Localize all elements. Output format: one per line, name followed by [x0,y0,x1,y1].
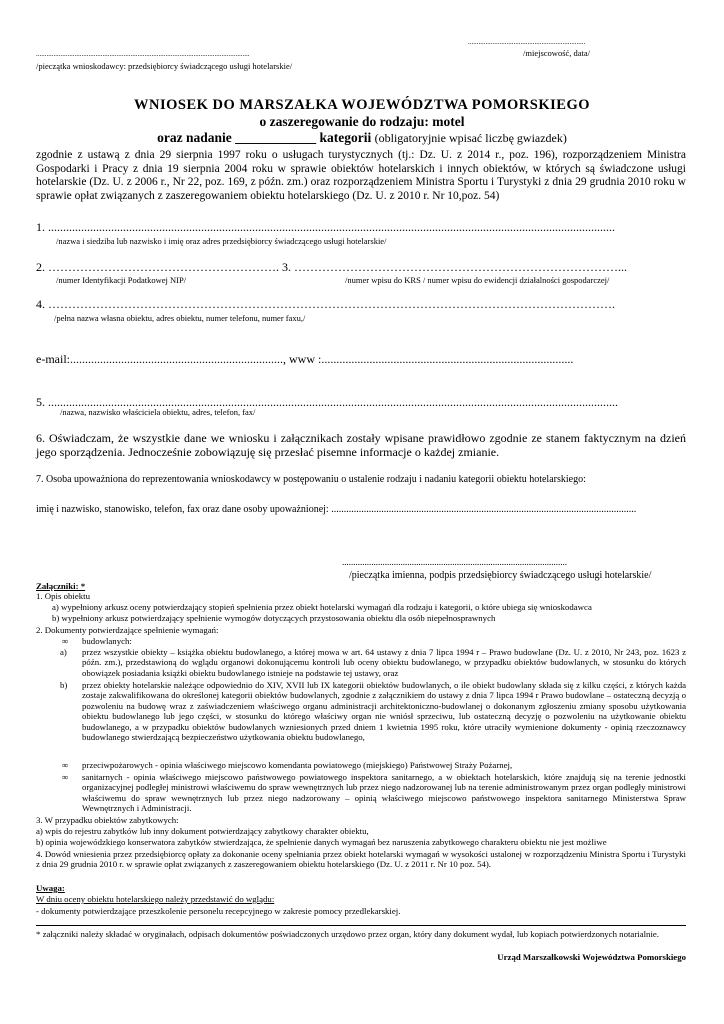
notes-heading: Uwaga: [36,883,65,893]
field-5-caption: /nazwa, nazwisko właściciela obiektu, adres, telefon, fax/ [60,407,256,417]
bullet-icon: ∞ [62,636,69,646]
field-5-owner[interactable]: 5. .............................................................................................................................................................................................. [36,395,618,409]
attachment-3b: b) opinia wojewódzkiego konserwatora zabytków stwierdzająca, że spełnienie danych wymagań bez naruszenia zabytkowego charakteru obiektu nie jest możliwe [36,837,607,847]
form-subtitle: o zaszeregowanie do rodzaju: motel [259,114,465,129]
attachment-1a: a) wypełniony arkusz oceny potwierdzający stopień spełnienia przez obiekt hotelarski wymagań dla rodzaju i kategorii, o które ubiega się wnioskodawca [52,602,592,612]
attachment-2b: przez obiekty hotelarskie należące odpowiednio do XIV, XVII lub IX kategorii obiektów budowlanych, o ile obiekt budowlany składa się z kilku części, z których każda zostaje zakwalifikowana do określonej kategorii obiektów budowlanych, zgodnie z załącznikiem do ustawy z dnia 7 lipca 1994 r Prawo budowlane – ostateczną decyzją o pozwoleniu na budowę wraz z zaświadczeniem właściwego organu administracji architektoniczno-budowlanej o dokonanym zgłoszeniu zmiany sposobu użytkowania obiektu budowlanego lub jego części, w stosunku do którego właściwy organ nie wniósł sprzeciwu, lub ostateczną decyzję o pozwoleniu na użytkowanie obiektu budowlanego, a w przypadku obiektów budowlanych wzniesionych przed dniem 1 kwietnia 1995 roku, które utraciły wymienione dokumenty - opinią rzeczoznawcy budowlanego stwierdzającą bezpieczeństwo użytkowania obiektu budowlanego, [82,680,686,743]
signature-caption: /pieczątka imienna, podpis przedsiębiorcy świadczącego usługi hotelarskie/ [349,570,652,581]
field-2-3-line[interactable]: 2. …………………………………………………. 3. ………………………………………………………………………... [36,260,627,274]
footer-office: Urząd Marszałkowski Województwa Pomorskiego [497,952,686,962]
attachment-1: 1. Opis obiektu [36,591,91,601]
legal-basis: zgodnie z ustawą z dnia 29 sierpnia 1997 roku o usługach turystycznych (tj.: Dz. U. z 2014 r., poz. 196), rozporządzeniem Ministra Gospodarki i Pracy z dnia 19 sierpnia 2004 roku w sprawie obiektów hotelarskich i innych obiektów, w których są świadczone usługi hotelarskie (Dz. U. z 2006 r., Nr 22, poz. 169, z późn. zm.) oraz rozporządzeniem Ministra Sportu i Turystyki z dnia 29 grudnia 2010 roku w sprawie opłat związanych z zaszeregowaniem obiektu hotelarskiego (Dz. U. z 2010 r. Nr 10,poz. 54) [36,149,686,202]
attachment-2b-label: b) [60,680,68,690]
notes-line-2: - dokumenty potwierdzające przeszkolenie personelu recepcyjnego w zakresie pomocy przedlekarskiej. [36,906,401,916]
category-prefix: oraz nadanie [157,130,232,145]
field-2-caption: /numer Identyfikacji Podatkowej NIP/ [56,275,187,285]
category-blank[interactable]: ____________ [235,130,317,145]
category-line [0,130,724,146]
declaration: 6. Oświadczam, że wszystkie dane we wniosku i załącznikach zostały wpisane prawidłowo zgodnie ze stanem faktycznym na dzień jego sporządzenia. Jednocześnie zobowiązuję się przesłać pisemne informacje o każdej zmianie. [36,431,686,459]
attachment-3a: a) wpis do rejestru zabytków lub inny dokument potwierdzający zabytkowy charakter obiektu, [36,826,369,836]
attachment-2-fire: przeciwpożarowych - opinia właściwego miejscowo komendanta powiatowego (miejskiego) Państwowej Straży Pożarnej, [82,760,513,770]
attachment-2a: przez wszystkie obiekty – książka obiektu budowlanego, a której mowa w art. 64 ustawy z dnia 7 lipca 1994 r – Prawo budowlane (Dz. U. z 2010, Nr 243, poz. 1623 z późn. zm.), przedstawioną do wglądu organowi dokonującemu kontroli lub oceny obiektu budowlanego, w przypadku obiektów budowlanych, w stosunku do których obowiązek posiadania książki obiektu budowlanego istnieje na podstawie tej ustawy, oraz [82,647,686,678]
date-dots[interactable]: ................................................................... [468,38,586,46]
category-note: (obligatoryjnie wpisać liczbę gwiazdek) [374,131,567,145]
attachment-4: 4. Dowód wniesienia przez przedsiębiorcę opłaty za dokonanie oceny spełniania przez obiekt hotelarski wymagań w wysokości ustalonej w rozporządzeniu Ministra Sportu i Turystyki z dnia 29 grudnia 2010 r. w sprawie opłat związanych z zaszeregowaniem obiektu hotelarskiego (Dz. U. z 2011 r. Nr 10 poz. 54). [36,849,686,870]
attachment-2-building: budowlanych: [82,636,132,646]
attachment-2-sanitary: sanitarnych - opinia właściwego miejscowo państwowego powiatowego inspektora sanitarnego, a w obiektach hotelarskich, które znajdują się na terenie jednostki organizacyjnej podległej ministrowi właściwemu do spraw wewnętrznych lub przez niego nadzorowanej lub na terenie administrowanym przez organ podległy ministrowi właściwemu do spraw wewnętrznych lub przez niego nadzorowany – opinią właściwego miejscowo państwowego inspektora sanitarnego Ministerstwa Spraw Wewnętrznych i Administracji. [82,772,686,814]
attachments-heading: Załączniki: * [36,581,86,591]
field-4-caption: /pełna nazwa własna obiektu, adres obiektu, numer telefonu, numer faxu,/ [54,313,306,323]
stamp-dots[interactable]: .......................................................................................................................... [36,50,250,58]
signature-dots[interactable]: .................................................................................................... [342,557,567,567]
footnote-divider [36,925,686,926]
stamp-caption: /pieczątka wnioskodawcy: przedsiębiorcy świadczącego usługi hotelarskie/ [36,61,293,71]
attachment-2: 2. Dokumenty potwierdzające spełnienie wymagań: [36,625,219,635]
representative-label: 7. Osoba upoważniona do reprezentowania wnioskodawcy w postępowaniu o ustalenie rodzaju i nadaniu kategorii obiektu hotelarskiego: [36,474,586,485]
date-caption: /miejscowość, data/ [523,48,591,58]
field-1-caption: /nazwa i siedziba lub nazwisko i imię oraz adres przedsiębiorcy świadczącego usługi hotelarskie/ [56,236,387,246]
email-www-line[interactable]: e-mail:......................................................................., www :.................................................................................... [36,352,574,366]
notes-line-1: W dniu oceny obiektu hotelarskiego należy przedstawić do wglądu: [36,894,275,904]
field-3-caption: /numer wpisu do KRS / numer wpisu do ewidencji działalności gospodarczej/ [345,275,610,285]
attachment-1b: b) wypełniony arkusz potwierdzający spełnienie wymogów dotyczących przystosowania obiektu dla osób niepełnosprawnych [52,613,496,623]
field-1-applicant[interactable]: 1. ............................................................................................................................................................................................. [36,220,615,234]
form-title: WNIOSEK DO MARSZAŁKA WOJEWÓDZTWA POMORSKIEGO [134,97,590,113]
bullet-icon: ∞ [62,760,69,770]
attachment-3: 3. W przypadku obiektów zabytkowych: [36,815,179,825]
category-word: kategorii [319,130,372,145]
footnote: * załączniki należy składać w oryginałach, odpisach dokumentów poświadczonych urzędowo przez organ, który dany dokument wydał, lub kopiach potwierdzonych notarialnie. [36,929,659,939]
attachment-2a-label: a) [60,647,67,657]
bullet-icon: ∞ [62,772,69,782]
representative-field[interactable]: imię i nazwisko, stanowisko, telefon, fax oraz dane osoby upoważnionej: .......................................................................................................................... [36,504,637,515]
field-4-object[interactable]: 4. ……………………………………………………………………………………………………………………………. [36,297,615,311]
